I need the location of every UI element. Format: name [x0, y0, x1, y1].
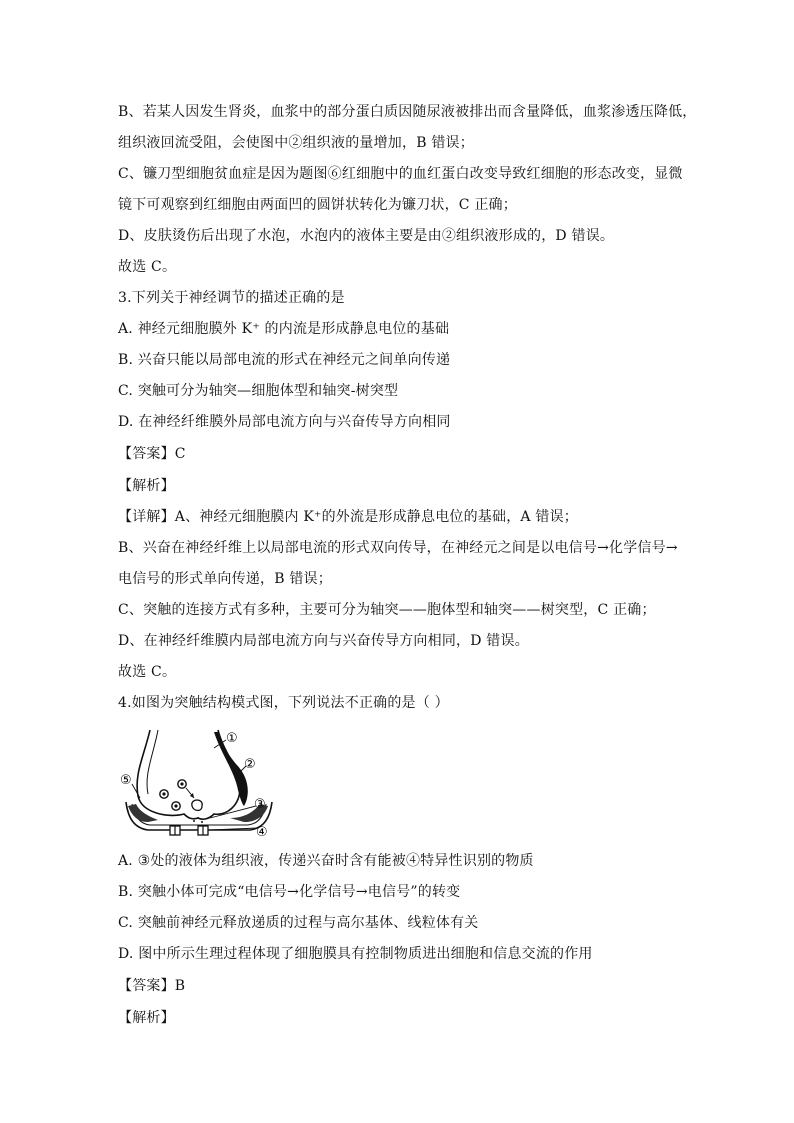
- text-line-4: 镜下可观察到红细胞由两面凹的圆饼状转化为镰刀状，C 正确；: [118, 197, 517, 213]
- label-5: ⑤: [120, 773, 132, 788]
- question-4-option-a: A. ③处的液体为组织液，传递兴奋时含有能被④特异性识别的物质: [118, 853, 534, 869]
- text-line-2: 组织液回流受阻，会使图中②组织液的量增加，B 错误；: [118, 135, 474, 151]
- question-4-option-b: B. 突触小体可完成“电信号→化学信号→电信号”的转变: [118, 884, 461, 900]
- question-3-option-b: B. 兴奋只能以局部电流的形式在神经元之间单向传递: [118, 352, 451, 368]
- text-line-3: C、镰刀型细胞贫血症是因为题图⑥红细胞中的血红蛋白改变导致红细胞的形态改变，显微: [118, 166, 683, 182]
- question-3-option-c: C. 突触可分为轴突—细胞体型和轴突-树突型: [118, 383, 399, 399]
- question-3-detail-a: 【详解】A、神经元细胞膜内 K⁺的外流是形成静息电位的基础，A 错误；: [118, 509, 578, 525]
- label-4: ④: [256, 825, 268, 840]
- label-2: ②: [244, 757, 256, 772]
- question-3-option-a: A. 神经元细胞膜外 K⁺ 的内流是形成静息电位的基础: [118, 321, 450, 337]
- question-3-conclusion: 故选 C。: [118, 664, 177, 680]
- presynaptic-terminal: [137, 730, 240, 819]
- text-line-1: B、若某人因发生肾炎，血浆中的部分蛋白质因随尿液被排出而含量降低，血浆渗透压降低，: [118, 104, 697, 120]
- label-1: ①: [226, 731, 238, 746]
- synapse-diagram: [118, 726, 278, 844]
- question-3-option-d: D. 在神经纤维膜外局部电流方向与兴奋传导方向相同: [118, 414, 451, 430]
- question-3-detail-c: C、突触的连接方式有多种，主要可分为轴突——胞体型和轴突——树突型，C 正确；: [118, 602, 656, 618]
- question-4-answer: 【答案】B: [118, 978, 186, 994]
- question-4-option-d: D. 图中所示生理过程体现了细胞膜具有控制物质进出细胞和信息交流的作用: [118, 946, 593, 962]
- question-3-analysis-heading: 【解析】: [118, 478, 175, 494]
- question-3-detail-d: D、在神经纤维膜内局部电流方向与兴奋传导方向相同，D 错误。: [118, 633, 529, 649]
- text-line-6: 故选 C。: [118, 259, 177, 275]
- question-4-analysis-heading: 【解析】: [118, 1010, 175, 1026]
- question-3-detail-b-1: B、兴奋在神经纤维上以局部电流的形式双向传导，在神经元之间是以电信号→化学信号→: [118, 540, 678, 556]
- question-3-answer: 【答案】C: [118, 446, 186, 462]
- question-4-option-c: C. 突触前神经元释放递质的过程与高尔基体、线粒体有关: [118, 915, 479, 931]
- question-3-stem: 3.下列关于神经调节的描述正确的是: [118, 290, 345, 306]
- question-3-detail-b-2: 电信号的形式单向传递，B 错误；: [118, 571, 332, 587]
- text-line-5: D、皮肤烫伤后出现了水泡，水泡内的液体主要是由②组织液形成的，D 错误。: [118, 228, 615, 244]
- question-4-stem: 4.如图为突触结构模式图，下列说法不正确的是（ ）: [118, 695, 449, 711]
- label-3: ③: [254, 797, 266, 812]
